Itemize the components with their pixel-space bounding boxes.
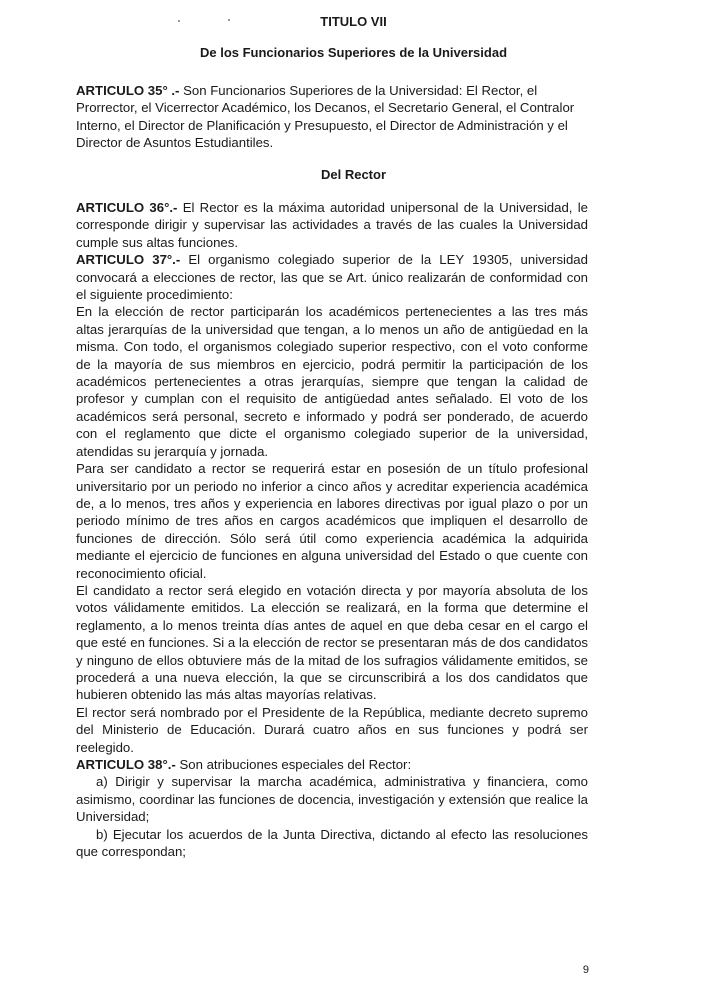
paragraph-candidate-requirements: Para ser candidato a rector se requerirá estar en posesión de un título profesional universitario por un periodo no inferior a cinco años y acreditar experiencia académica de, a lo menos, tres años y experiencia en labores directivas por igual plazo o por un periodo mínimo de tres años en cargos académicos que impliquen el desarrollo de funciones de dirección. Sólo será útil como experiencia académica la adquirida mediante el ejercicio de funciones en alguna universidad del Estado o que cuente con reconocimiento oficial. <box>76 461 588 581</box>
paragraph-election-procedure: El candidato a rector será elegido en votación directa y por mayoría absoluta de los votos válidamente emitidos. La elección se realizará, en la forma que determine el reglamento, a lo menos treinta días antes de aquel en que deba cesar en el cargo el que esté en funciones. Si a la elección de rector se presentaran más de dos candidatos y ninguno de ellos obtuviere más de la mitad de los sufragios válidamente emitidos, se procederá a una nueva elección, la que se circunscribirá a los dos candidatos que hubieren obtenido las más altas mayorías relativas. <box>76 582 588 703</box>
article-36-label: ARTICULO 36°.- <box>76 200 178 215</box>
paragraph-appointment: El rector será nombrado por el Presidente de la República, mediante decreto supremo del Ministerio de Educación. Durará cuatro años en sus funciones y podrá ser reelegido. <box>76 704 588 755</box>
article-35-label: ARTICULO 35° .- <box>76 83 180 98</box>
article-37-label: ARTICULO 37°.- <box>76 252 181 268</box>
article-35 <box>76 82 588 152</box>
section-title: Del Rector <box>320 167 387 182</box>
document-subtitle: De los Funcionarios Superiores de la Universidad <box>199 45 508 60</box>
article-38-label: ARTICULO 38°.- <box>76 757 176 772</box>
article-35-text: Son Funcionarios Superiores de la Universidad: El Rector, el Prorrector, el Vicerrector Académico, los Decanos, el Secretario General, el Contralor Interno, el Director de Planificación y Presupuesto, el Director de Administración y el Director de Asuntos Estudiantiles. <box>76 83 575 151</box>
list-item-a: a) Dirigir y supervisar la marcha académica, administrativa y financiera, como asimismo, coordinar las funciones de docencia, investigación y extensión que realice la Universidad; <box>76 774 588 825</box>
paragraph-election-participants: En la elección de rector participarán los académicos pertenecientes a las tres más altas jerarquías de la universidad que tengan, a lo menos un año de antigüedad en la misma. Con todo, el organismos colegiado superior respectivo, con el voto conforme de la mayoría de sus miembros en ejercicio, podrá permitir la participación de los académicos pertenecientes a otras jerarquías, siempre que tengan la calidad de profesor y cumplan con el requisito de antigüedad antes señalado. El voto de los académicos será personal, secreto e informado y podrá ser ponderado, de acuerdo con el reglamento que dicte el organismo colegiado superior de la universidad, atendidas su jerarquía y jornada. <box>76 304 588 459</box>
document-title: TITULO VII <box>320 14 387 29</box>
list-item-b: b) Ejecutar los acuerdos de la Junta Directiva, dictando al efecto las resoluciones que correspondan; <box>76 826 588 860</box>
article-36-text: El Rector es la máxima autoridad unipersonal de la Universidad, le corresponde dirigir y supervisar las actividades a través de las cuales la Universidad cumple sus altas funciones. <box>76 200 588 250</box>
document-body <box>76 199 588 860</box>
article-37-text: El organismo colegiado superior de la LEY 19305, universidad convocará a elecciones de rector, las que se Art. único realizarán de conformidad con el siguiente procedimiento: <box>76 252 588 303</box>
page-number: 9 <box>582 964 589 976</box>
article-38-text: Son atribuciones especiales del Rector: <box>179 757 412 772</box>
